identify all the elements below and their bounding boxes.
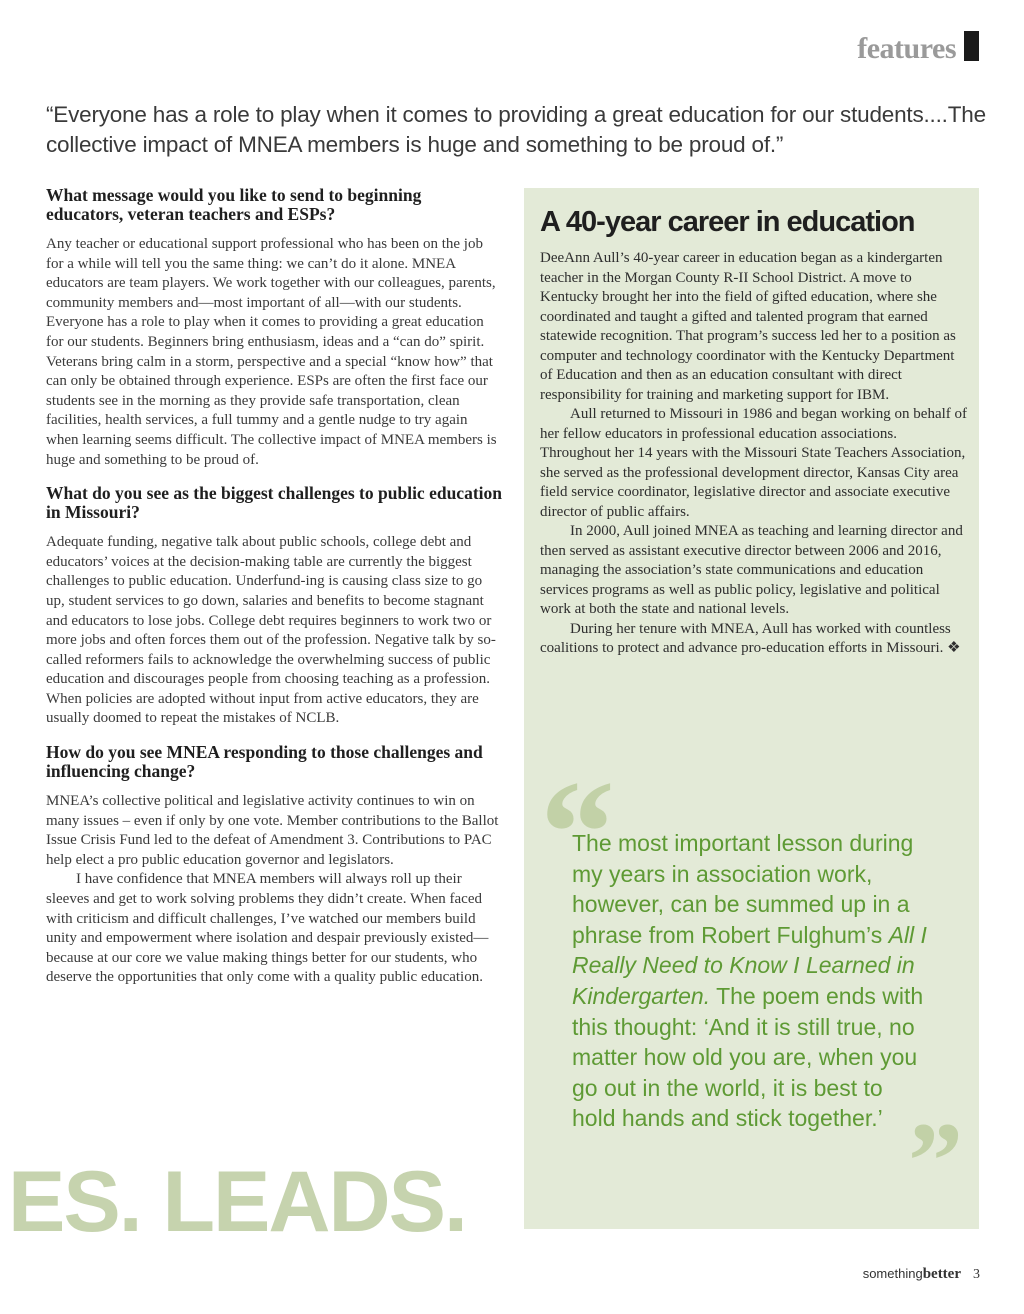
section-marker-bar: [964, 31, 979, 61]
page-footer: [863, 1266, 980, 1283]
background-watermark-text: ES. LEADS.: [8, 1154, 466, 1250]
qa-block-3: [46, 743, 502, 988]
close-quote-mark: ”: [908, 1100, 963, 1222]
qa-block-2: [46, 484, 502, 729]
sidebar-paragraph: Aull returned to Missouri in 1986 and began working on behalf of her fellow educators in professional education associations. Throughout her 14 years with the Missouri State Teachers Association, she served as the professional development director, Kansas City area field service coordinator, legislative director and associate executive director of public affairs.: [540, 406, 968, 520]
open-quote-mark: “: [540, 750, 615, 916]
answer-paragraph: Adequate funding, negative talk about public schools, college debt and educators’ voices at the decision-making table are currently the biggest challenges to public education. Underfund-ing is causing class size to go up, student services to go down, salaries and benefits to become stagnant and educators to lose jobs. College debt requires beginners to work two or more jobs and often forces them out of the profession. Negative talk by so-called reformers fails to acknowledge the overwhelming success of public education and discourages people from choosing teaching as a profession. When policies are adopted without input from active educators, they are usually doomed to repeat the mistakes of NCLB.: [46, 534, 496, 727]
sidebar-title: A 40-year career in education: [540, 206, 915, 238]
answer-paragraph: I have confidence that MNEA members will always roll up their sleeves and get to work solving problems they didn’t create. When faced with criticism and difficult challenges, I’ve watched our members build unity and empowerment where isolation and despair previously existed—because at our core we value making things better for our students, who deserve the opportunities that only come with a quality public education.: [46, 871, 489, 986]
page-number: 3: [973, 1267, 980, 1282]
question-heading: How do you see MNEA responding to those challenges and influencing change?: [46, 742, 483, 782]
sidebar-paragraph: DeeAnn Aull’s 40-year career in education began as a kindergarten teacher in the Morgan County R-II School District. A move to Kentucky brought her into the field of gifted education, where she coordinated and taught a gifted and talented program that earned statewide recognition. That program’s success led her to a position as computer and technology coordinator with the Kentucky Department of Education and then as an education consultant with direct responsibility for training and marketing support for IBM.: [540, 250, 956, 403]
footer-brand-bold: better: [922, 1266, 961, 1282]
sidebar-body: [540, 249, 968, 659]
answer-paragraph: Any teacher or educational support professional who has been on the job for a while will tell you the same thing: we can’t do it alone. MNEA educators are team players. We work together with our colleagues, parents, community members and—most important of all—with our students. Everyone has a role to play when it comes to providing a great education for our students. Beginners bring enthusiasm, ideas and a “can do” spirit. Veterans bring calm in a storm, perspective and a special “know how” that can only be obtained through experience. ESPs are often the first face our students see in the morning as they provide safe transportation, clean facilities, health services, a full tummy and a gentle nudge to try again when learning seems difficult. The collective impact of MNEA members is huge and something to be proud of.: [46, 236, 497, 468]
section-label: features: [857, 32, 956, 65]
footer-brand-light: something: [862, 1266, 923, 1281]
pull-quote-text: The most important lesson during my years in association work, however, can be summed up in a phrase from Robert Fulghum’s: [572, 830, 914, 948]
sidebar-pull-quote: [572, 828, 932, 1134]
qa-block-1: [46, 186, 502, 470]
answer-paragraph: MNEA’s collective political and legislative activity continues to win on many issues – even if only by one vote. Member contributions to the Ballot Issue Crisis Fund led to the defeat of Amendment 3. Contributions to PAC help elect a pro public education governor and legislators.: [46, 793, 499, 868]
question-heading: What message would you like to send to beginning educators, veteran teachers and ESPs?: [46, 185, 422, 224]
pull-quote-text: The poem ends with this thought: ‘And it is still true, no matter how old you are, when you go out in the world, it is best to hold hands and stick together.’: [572, 982, 924, 1132]
career-sidebar: [524, 188, 979, 1229]
book-title: All I Really Need to Know I Learned in Kindergarten.: [572, 921, 927, 1009]
question-heading: What do you see as the biggest challenges to public education in Missouri?: [46, 483, 502, 523]
interview-column: [46, 186, 502, 1002]
sidebar-paragraph: During her tenure with MNEA, Aull has worked with countless coalitions to protect and advance pro-education efforts in Missouri. ❖: [540, 620, 961, 656]
top-pull-quote: “Everyone has a role to play when it comes to providing a great education for our students....The collective impact of MNEA members is huge and something to be proud of.”: [46, 102, 986, 157]
sidebar-paragraph: In 2000, Aull joined MNEA as teaching and learning director and then served as assistant executive director between 2006 and 2016, managing the association’s state communications and education services programs as well as public policy, legislative and political work at both the state and national levels.: [540, 523, 963, 617]
